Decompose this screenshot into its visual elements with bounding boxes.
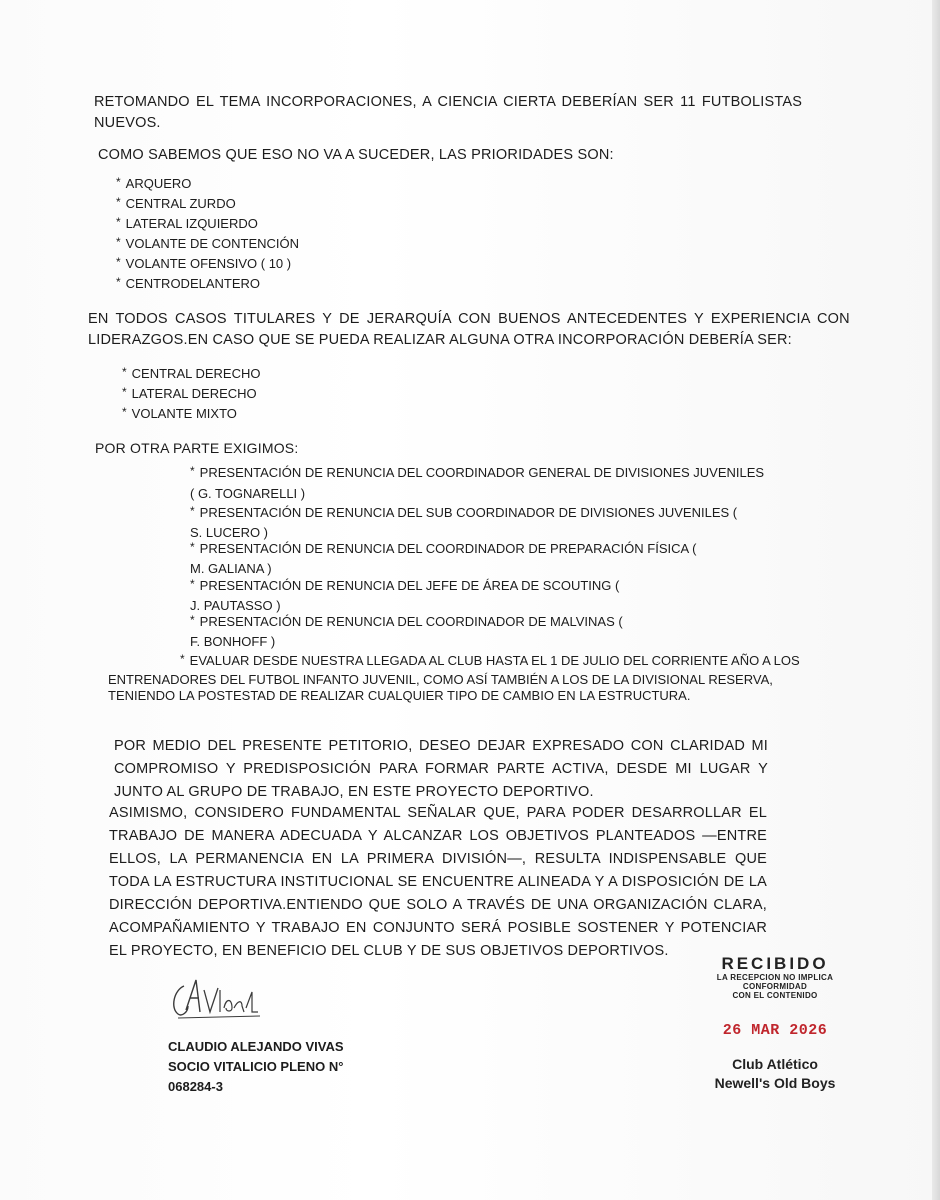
stamp-club-line-2: Newell's Old Boys	[714, 1075, 836, 1091]
evaluate-line-3: TENIENDO LA POSTESTAD DE REALIZAR CUALQUIER TIPO DE CAMBIO EN LA ESTRUCTURA.	[108, 688, 691, 703]
intro-line-1: RETOMANDO EL TEMA INCORPORACIONES, A CIENCIA CIERTA DEBERÍAN SER 11 FUTBOLISTAS	[94, 94, 803, 110]
secondary-item: * CENTRAL DERECHO	[122, 365, 261, 381]
demand-item: * PRESENTACIÓN DE RENUNCIA DEL JEFE DE ÁREA DE SCOUTING (	[190, 577, 620, 593]
priority-item: * CENTRAL ZURDO	[116, 195, 236, 211]
intro-line-2: NUEVOS.	[94, 115, 161, 131]
stamp-title: RECIBIDO	[721, 954, 829, 973]
evaluate-line-1: * EVALUAR DESDE NUESTRA LLEGADA AL CLUB HASTA EL 1 DE JULIO DEL CORRIENTE AÑO A LOS	[180, 652, 800, 668]
signer-number: 068284-3	[168, 1079, 223, 1094]
demand-item-detail: J. PAUTASSO )	[190, 598, 281, 613]
stamp-note-1: LA RECEPCION NO IMPLICA	[716, 973, 834, 982]
priorities-lead: COMO SABEMOS QUE ESO NO VA A SUCEDER, LAS PRIORIDADES SON:	[98, 147, 614, 163]
secondary-item: * VOLANTE MIXTO	[122, 405, 237, 421]
signer-role: SOCIO VITALICIO PLENO N°	[168, 1059, 344, 1074]
closing-paragraph: ASIMISMO, CONSIDERO FUNDAMENTAL SEÑALAR QUE, PARA PODER DESARROLLAR EL TRABAJO DE MANERA ADECUADA Y ALCANZAR LOS OBJETIVOS PLANTEADOS —ENTRE ELLOS, LA PERMANENCIA EN LA PRIMERA DIVISIÓN—, RESULTA INDISPENSABLE QUE TODA LA ESTRUCTURA INSTITUCIONAL SE ENCUENTRE ALINEADA Y A DISPOSICIÓN DE LA DIRECCIÓN DEPORTIVA.ENTIENDO QUE SOLO A TRAVÉS DE UNA ORGANIZACIÓN CLARA, ACOMPAÑAMIENTO Y TRABAJO EN CONJUNTO SERÁ POSIBLE SOSTENER Y POTENCIAR EL PROYECTO, EN BENEFICIO DEL CLUB Y DE SUS OBJETIVOS DEPORTIVOS.	[109, 805, 767, 959]
stamp-note-3: CON EL CONTENIDO	[732, 991, 818, 1000]
demand-item-detail: S. LUCERO )	[190, 525, 269, 540]
demand-item-detail: ( G. TOGNARELLI )	[190, 486, 306, 501]
received-stamp	[700, 955, 850, 1093]
stamp-note-2: CONFORMIDAD	[742, 982, 808, 991]
demand-item-detail: F. BONHOFF )	[190, 634, 276, 649]
priority-item: * VOLANTE OFENSIVO ( 10 )	[116, 255, 292, 271]
evaluate-line-2: ENTRENADORES DEL FUTBOL INFANTO JUVENIL, COMO ASÍ TAMBIÉN A LOS DE LA DIVISIONAL RESERVA,	[108, 672, 773, 687]
priority-item: * LATERAL IZQUIERDO	[116, 215, 258, 231]
priority-item: * VOLANTE DE CONTENCIÓN	[116, 235, 300, 251]
stamp-date: 26 MAR 2026	[722, 1022, 828, 1039]
demand-item: * PRESENTACIÓN DE RENUNCIA DEL COORDINADOR DE MALVINAS (	[190, 613, 623, 629]
secondary-item: * LATERAL DERECHO	[122, 385, 257, 401]
demand-item: * PRESENTACIÓN DE RENUNCIA DEL COORDINADOR DE PREPARACIÓN FÍSICA (	[190, 540, 697, 556]
petition-paragraph: POR MEDIO DEL PRESENTE PETITORIO, DESEO DEJAR EXPRESADO CON CLARIDAD MI COMPROMISO Y PREDISPOSICIÓN PARA FORMAR PARTE ACTIVA, DESDE MI LUGAR Y JUNTO AL GRUPO DE TRABAJO, EN ESTE PROYECTO DEPORTIVO.	[114, 738, 768, 800]
handwritten-signature	[166, 968, 266, 1028]
priority-item: * CENTRODELANTERO	[116, 275, 261, 291]
page-edge-shadow	[932, 0, 940, 1200]
demands-title: POR OTRA PARTE EXIGIMOS:	[95, 440, 299, 456]
others-line-2: LIDERAZGOS.EN CASO QUE SE PUEDA REALIZAR ALGUNA OTRA INCORPORACIÓN DEBERÍA SER:	[88, 332, 792, 348]
others-line-1: EN TODOS CASOS TITULARES Y DE JERARQUÍA CON BUENOS ANTECEDENTES Y EXPERIENCIA CON	[88, 311, 850, 327]
demand-item-detail: M. GALIANA )	[190, 561, 272, 576]
demand-item: * PRESENTACIÓN DE RENUNCIA DEL COORDINADOR GENERAL DE DIVISIONES JUVENILES	[190, 464, 765, 480]
signer-name: CLAUDIO ALEJANDO VIVAS	[168, 1039, 344, 1054]
demand-item: * PRESENTACIÓN DE RENUNCIA DEL SUB COORDINADOR DE DIVISIONES JUVENILES (	[190, 504, 738, 520]
priority-item: * ARQUERO	[116, 175, 192, 191]
stamp-club-line-1: Club Atlético	[732, 1056, 818, 1072]
